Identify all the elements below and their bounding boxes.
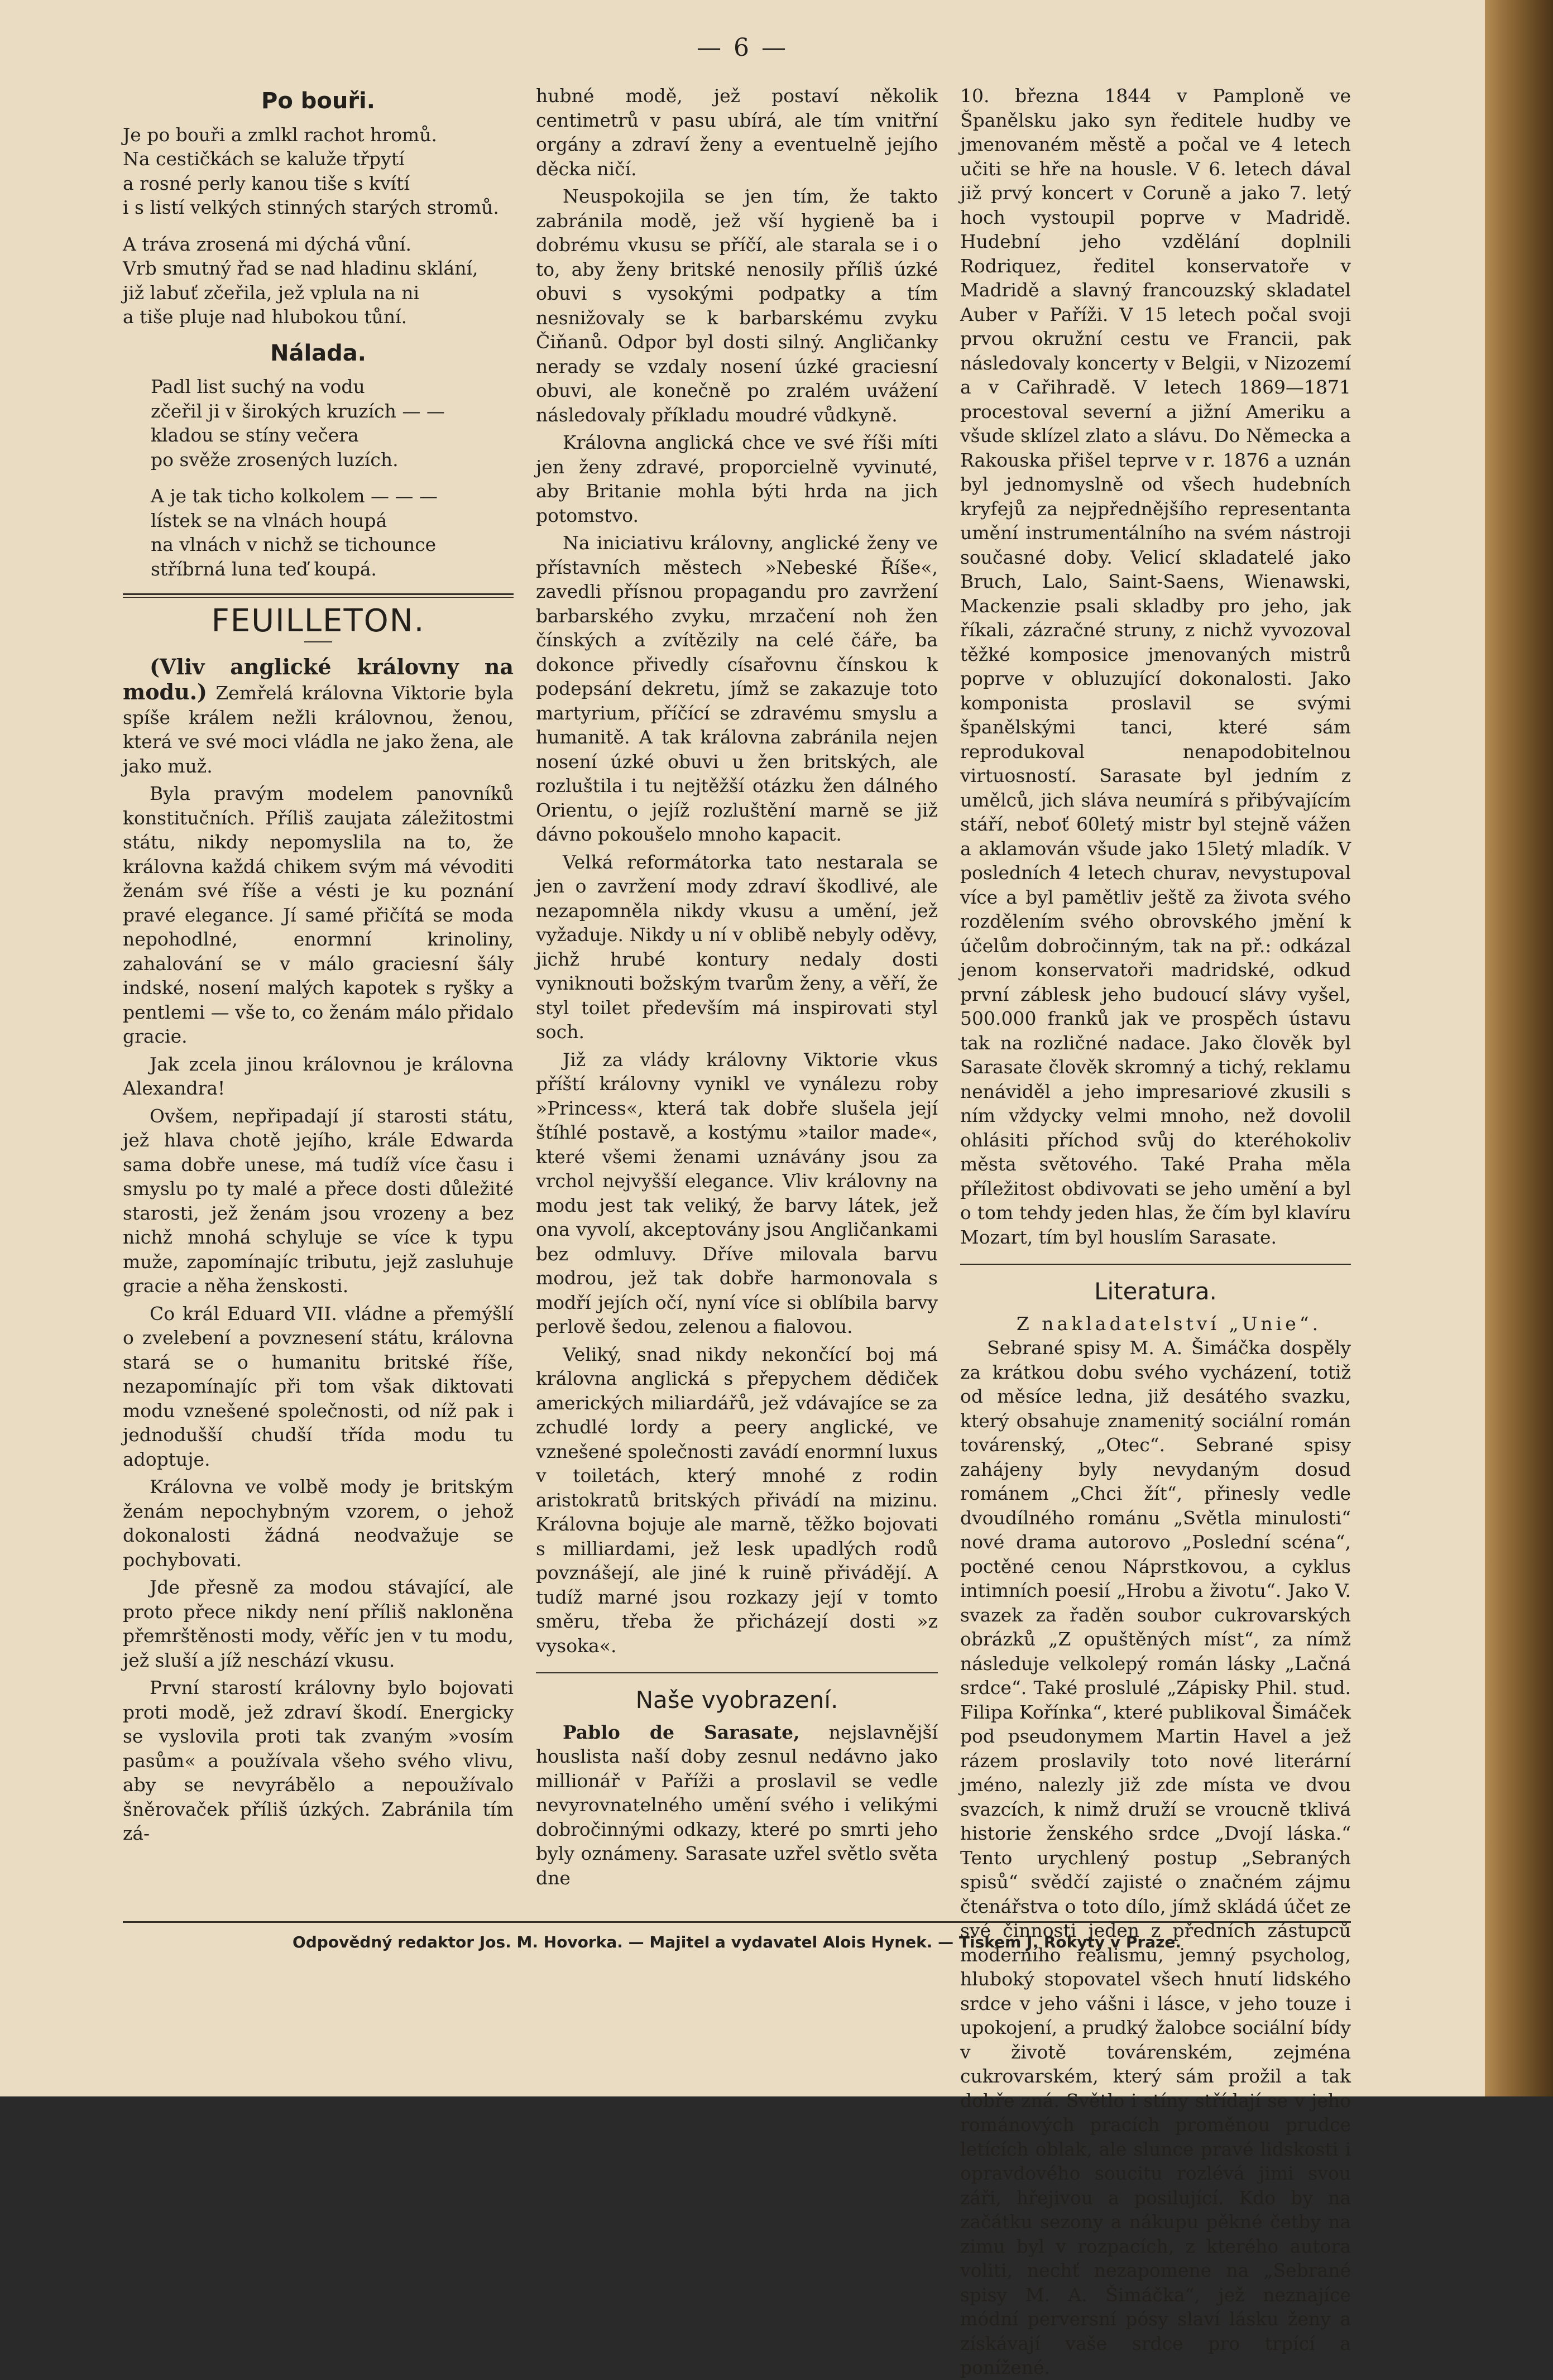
page-binding-edge: [1485, 0, 1553, 2096]
article-paragraph: 10. března 1844 v Pamploně ve Španělsku jako syn ředitele hudby ve jmenovaném městě a počal ve 4 letech učiti se hře na housle. V 6. letech dával již prvý koncert v Coruně a jako 7. letý hoch vystoupil poprve v Madridě. Hudební jeho vzdělání doplnili Rodriquez, ředitel konservatoře v Madridě a slavný francouzský skladatel Auber v Paříži. V 15 letech počal svoji prvou okružní cestu ve Francii, pak následovaly koncerty v Belgii, v Nizozemí a v Cařihradě. V letech 1869—1871 procestoval severní a jižní Ameriku a všude sklízel zlato a slávu. Do Německa a Rakouska přišel teprve v r. 1876 a uznán byl jednomyslně od všech hudebních kryfejů za nejpřednějšího representanta umění instrumentálního na svém nástroji současné doby. Velicí skladatelé jako Bruch, Lalo, Saint-Saens, Wienawski, Mackenzie psali skladby pro jeho, jak říkali, zázračné struny, z nichž vyvozoval těžké komposice jmenovaných mistrů poprve v obluzující dokonalosti. Jako komponista proslavil se svými španělskými tanci, které sám reprodukoval nenapodobitelnou virtuosností. Sarasate byl jedním z umělců, jich sláva neumírá s přibývajícím stáří, neboť 60letý mistr byl stejně vážen a aklamován všude jako 15letý mladík. V posledních 4 letech churav, nevystupoval více a byl pamětliv ještě za života svého rozdělením svého obrovského jmění k účelům dobročinným, tak na př.: odkázal jenom konservatoři madridské, odkud první záblesk jeho budoucí slávy vyšel, 500.000 franků jak ve prospěch ústavu tak na rozličné nadace. Jako člověk byl Sarasate člověk skromný a tichý, reklamu nenáviděl a jeho impresariové zkusili s ním vždycky velmi mnoho, než dovolil ohlásiti příchod svůj do kteréhokoliv města světového. Také Praha měla příležitost obdivovati se jeho umění a byl o tom tehdy jeden hlas, že čím byl klavíru Mozart, tím byl houslím Sarasate.: [960, 85, 1351, 1248]
nase-vyobrazeni-heading: Naše vyobrazení.: [635, 1686, 838, 1714]
poem-line: zčeřil ji v širokých kruzích — —: [151, 400, 445, 422]
poem-line: již labuť zčeřila, jež vplula na ni: [123, 281, 420, 304]
column-1: [123, 84, 514, 1846]
article-paragraph: Královna ve volbě mody je britským ženám nepochybným vzorem, o jehož dokonalosti žádná neodvažuje se pochybovati.: [123, 1476, 514, 1571]
poem-line: a rosné perly kanou tiše s kvítí: [123, 172, 410, 194]
article-lead-name: Pablo de Sarasate,: [563, 1721, 800, 1743]
article-paragraph: Sebrané spisy M. A. Šimáčka dospěly za krátkou dobu svého vycházení, totiž od měsíce ledna, již desátého svazku, který obsahuje znamenitý sociální román továrenský, „Otec“. Sebrané spisy zahájeny byly nevydaným dosud románem „Chci žít“, přinesly vedle dvoudílného románu „Světla minulosti“ nové drama autorovo „Poslední scéna“, poctěné cenou Náprstkovou, a cyklus intimních poesií „Hrobu a životu“. Jako V. svazek za řaděn soubor cukrovarských obrázků „Z opuštěných míst“, za nímž následuje velkolepý román lásky „Lačná srdce“. Také proslulé „Zápisky Phil. stud. Filipa Kořínka“, které publikoval Šimáček pod pseudonymem Martin Havel a jež rázem proslavily toto nové literární jméno, nalezly již zde místa ve dvou svazcích, k nimž druží se vroucně tklivá historie ženského srdce „Dvojí láska.“ Tento urychlený postup „Sebraných spisů“ svědčí zajisté o značném zájmu čtenářstva o toto dílo, jímž skládá účet ze své činnosti jeden z předních zástupců moderního realismu, jemný psycholog, hluboký stopovatel všech hnutí lidského srdce v jeho vášni i lásce, v jeho touze i upokojení, a prudký žalobce sociální bídy v životě továrenském, zejména cukrovarském, který sám prožil a tak dobře zná. Světlo i stíny střídají se v jeho románových pracích proměnou prudce letících oblak, ale slunce pravé lidskosti i opravdového soucitu rozlévá jimi svou záři, hřejivou a posilující. Kdo by na začátku sezony a nákupu pěkné četby na zimu byl v rozpacích, z kterého autora voliti, nechť nezapomene na „Sebrané spisy M. A. Šimáčka“, jež neznajíce módní perversní pósy slaví lásku ženy a získávají vaše srdce pro trpící a ponížené.: [960, 1337, 1351, 2378]
poem-line: Vrb smutný řad se nad hladinu sklání,: [123, 257, 478, 279]
article-paragraph: [123, 655, 514, 779]
poem-stanza: [123, 484, 514, 581]
article-lead-title: (Vliv anglické královny na modu.): [123, 654, 514, 704]
article-paragraph: Na iniciativu královny, anglické ženy ve přístavních městech »Nebeské Říše«, zavedli přísnou propagandu pro zavržení barbarského zvyku, mrzačení noh žen čínských a zvítězily na celé čáře, ba dokonce přivedly císařovnu čínskou k podepsání dekretu, jímž se zakazuje toto martyrium, příčící se zdravému smyslu a humanitě. A tak královna zabránila nejen nosení úzké obuvi u žen britských, ale rozluštila i tu nejtěžší otázku žen dálného Orientu, o jejíž rozluštění marně se již dávno pokoušelo mnoho kapacit.: [536, 532, 938, 845]
paragraph-text: Zemřelá královna Viktorie byla spíše králem nežli královnou, ženou, která ve své moci vládla ne jako žena, ale jako muž.: [123, 682, 514, 777]
poem-line: kladou se stíny večera: [151, 424, 359, 446]
literatura-subtitle: Z nakladatelství „Unie“.: [1016, 1312, 1322, 1335]
poem-line: i s listí velkých stinných starých stromů.: [123, 196, 499, 218]
article-paragraph: Královna anglická chce ve své říši míti jen ženy zdravé, proporcielně vyvinuté, aby Britanie mohla býti hrda na jich potomstvo.: [536, 431, 938, 526]
article-paragraph: Již za vlády královny Viktorie vkus příští královny vynikl ve vynálezu roby »Princess«, která tak dobře slušela její štíhlé postavě, a kostýmu »tailor made«, které všemi ženami uznávány jsou za vrchol nejvyšší elegance. Vliv královny na modu jest tak veliký, že barvy látek, jež ona vyvolí, akceptovány jsou Angličankami bez odmluvy. Dříve milovala barvu modrou, jež tak dobře harmonovala s modří jejích očí, nyní více si oblíbila barvy perlově šedou, zelenou a fialovou.: [536, 1048, 938, 1337]
column-2: [536, 84, 938, 1890]
section-divider: [536, 1672, 938, 1673]
article-paragraph: Neuspokojila se jen tím, že takto zabránila modě, jež vší hygieně ba i dobrému vkusu se příčí, ale starala se i o to, aby ženy britské nenosily příliš úzké obuvi s vysokými podpatky a tím nesnižovaly se k barbarskému zvyku Čiňanů. Odpor byl dosti silný. Angličanky nerady se vzdaly nosení úzké graciesní obuvi, ale konečně po zralém uvážení následovaly příkladu moudré vůdkyně.: [536, 185, 938, 426]
article-paragraph: První starostí královny bylo bojovati proti modě, jež zdraví škodí. Energicky se vyslovila proti tak zvaným »vosím pasům« a používala všeho svého vlivu, aby se nevyrábělo a nepoužívalo šněrovaček příliš úzkých. Zabránila tím zá-: [123, 1677, 514, 1844]
article-paragraph: Velká reformátorka tato nestarala se jen o zavržení mody zdraví škodlivé, ale nezapomněla nikdy vkusu a umění, jež vyžaduje. Nikdy u ní v oblibě nebyly oděvy, jichž hrubé kontury nedaly dosti vyniknouti božským tvarům ženy, a věří, že styl toilet především má inspirovati styl soch.: [536, 851, 938, 1043]
article-paragraph: Ovšem, nepřipadají jí starosti státu, jež hlava chotě jejího, krále Edwarda sama dobře unese, má tudíž více času i smyslu po ty malé a přece dosti důležité starosti, jež ženám jsou vrozeny a bez nichž mnohá schyluje se více k typu muže, zapomínajíc tributu, jejž zasluhuje gracie a něha ženskosti.: [123, 1105, 514, 1297]
section-divider: [123, 593, 514, 595]
poem-line: A tráva zrosená mi dýchá vůní.: [123, 233, 411, 255]
poem-line: Padl list suchý na vodu: [151, 376, 365, 397]
feuilleton-heading: FEUILLETON.: [211, 603, 425, 639]
article-paragraph: [536, 1720, 938, 1890]
article-paragraph: Co král Eduard VII. vládne a přemýšlí o zvelebení a povznesení státu, královna stará se o humanitu britské říše, nezapomínajíc při tom však diktovati modu vznešené společnosti, od níž pak i jednodušší chudší třída modu tu adoptuje.: [123, 1302, 514, 1470]
poem-line: stříbrná luna teď koupá.: [151, 558, 377, 580]
article-paragraph: hubné modě, jež postaví několik centimetrů v pasu ubírá, ale tím vnitřní orgány a zdraví ženy a eventuelně jejího děcka ničí.: [536, 85, 938, 180]
section-divider: [123, 597, 514, 598]
poem-title-nalada: Nálada.: [270, 340, 366, 366]
poem-line: lístek se na vlnách houpá: [151, 509, 387, 531]
poem-title-po-bouri: Po bouři.: [261, 88, 375, 114]
poem-line: A je tak ticho kolkolem — — —: [151, 485, 438, 507]
page-number: — 6 —: [697, 33, 788, 62]
column-3: [960, 84, 1351, 2380]
poem-line: po svěže zrosených luzích.: [151, 448, 399, 471]
poem-stanza: [123, 375, 514, 472]
section-divider: [960, 1264, 1351, 1265]
poem-stanza: [123, 123, 514, 220]
heading-rule: [304, 641, 332, 642]
literatura-heading: Literatura.: [1094, 1278, 1217, 1305]
paragraph-text: nejslavnější houslista naší doby zesnul nedávno jako millionář v Paříži a proslavil se vedle nevyrovnatelného umění svého i velikými dobročinnými odkazy, které po smrti jeho byly oznámeny. Sarasate uzřel světlo světa dne: [536, 1721, 938, 1889]
poem-line: na vlnách v nichž se tichounce: [151, 534, 437, 555]
article-paragraph: Jde přesně za modou stávající, ale proto přece nikdy není příliš nakloněna přemrštěnosti mody, věříc jen v tu modu, jež sluší a jíž neschází vkusu.: [123, 1576, 514, 1671]
article-paragraph: Byla pravým modelem panovníků konstitučních. Příliš zaujata záležitostmi státu, nikdy nepomyslila na to, že královna každá chikem svým má vévoditi ženám své říše a vésti je ku poznání pravé elegance. Jí samé přičítá se moda nepohodlné, enormní krinoliny, zahalování se v málo graciesní šály indské, nosení malých kapotek s ryšky a pentlemi — vše to, co ženám málo přidalo gracie.: [123, 783, 514, 1047]
imprint-footer: Odpovědný redaktor Jos. M. Hovorka. — Majitel a vydavatel Alois Hynek. — Tiskem J. Rokyty v Praze.: [123, 1921, 1351, 1951]
poem-line: a tiše pluje nad hlubokou tůní.: [123, 306, 408, 328]
poem-stanza: [123, 232, 514, 329]
article-paragraph: Jak zcela jinou královnou je královna Alexandra!: [123, 1053, 514, 1099]
article-paragraph: Veliký, snad nikdy nekončící boj má královna anglická s přepychem dědiček amerických miliardářů, jež vdávajíce se za zchudlé lordy a peery anglické, ve vznešené společnosti zavádí enormní luxus v toiletách, který mnohé z rodin aristokratů britských přivádí na mizinu. Královna bojuje ale marně, těžko bojovati s milliardami, jež lesk upadlých rodů povznášejí, ale jiné k ruině přivádějí. A tudíž marné jsou rozkazy její v tomto směru, třeba že přicházejí dosti »z vysoka«.: [536, 1343, 938, 1657]
poem-line: Je po bouři a zmlkl rachot hromů.: [123, 123, 437, 146]
poem-line: Na cestičkách se kaluže třpytí: [123, 148, 405, 170]
